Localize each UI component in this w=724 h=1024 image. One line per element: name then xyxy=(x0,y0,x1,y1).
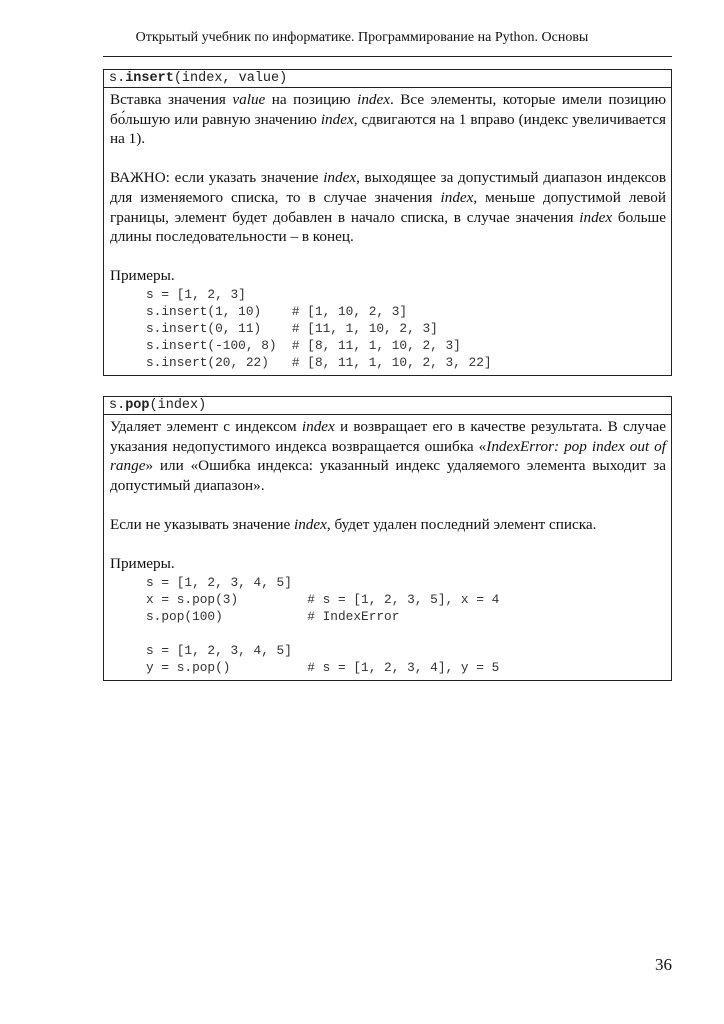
page-number: 36 xyxy=(655,955,672,974)
code-line: s.insert(20, 22) # [8, 11, 1, 10, 2, 3, 22] xyxy=(146,354,492,370)
text-run: Вставка значения xyxy=(110,91,233,108)
text-run: » или «Ошибка индекса: указанный индекс удаляемого элемента выходит за допустимый диапазон». xyxy=(110,457,666,494)
pop-examples-title: Примеры. xyxy=(110,555,175,573)
sig-method-name: insert xyxy=(125,71,174,86)
error-message: IndexError: pop index out of range xyxy=(110,437,666,475)
param-name: index xyxy=(440,188,474,206)
insert-description xyxy=(104,88,671,375)
text-run: , будет удален последний элемент списка. xyxy=(326,515,597,533)
param-name: index xyxy=(293,515,327,533)
text-run: , сдвигаются на 1 вправо (индекс увеличивается на 1). xyxy=(110,110,666,148)
code-line: s = [1, 2, 3, 4, 5] xyxy=(146,642,292,658)
text-run: , меньше допустимой левой границы, элемент будет добавлен в начало списка, в случае значения xyxy=(110,188,666,226)
running-header: Открытый учебник по информатике. Программирование на Python. Основы xyxy=(135,30,589,45)
pop-paragraph-1 xyxy=(110,417,666,495)
param-name: index xyxy=(320,110,354,128)
header-rule xyxy=(103,56,672,57)
text-run: больше длины последовательности – в конец. xyxy=(110,208,666,246)
text-run: ВАЖНО: если указать значение xyxy=(110,169,324,187)
text-run: и возвращает его в качестве результата. В случае указания недопустимого индекса возвращается ошибка « xyxy=(110,418,667,455)
pop-paragraph-2 xyxy=(110,515,666,535)
code-line: x = s.pop(3) # s = [1, 2, 3, 5], x = 4 xyxy=(146,591,500,607)
param-name: index xyxy=(323,169,357,187)
insert-examples-title: Примеры. xyxy=(110,267,175,285)
param-name: value xyxy=(232,91,266,108)
sig-arguments: (index, value) xyxy=(173,71,288,86)
sig-arguments: (index) xyxy=(149,398,207,413)
param-name: index xyxy=(579,208,613,226)
code-line: s.pop(100) # IndexError xyxy=(146,608,400,624)
code-line: s = [1, 2, 3, 4, 5] xyxy=(146,574,292,590)
insert-paragraph-1 xyxy=(110,90,666,149)
code-line: s.insert(1, 10) # [1, 10, 2, 3] xyxy=(146,303,408,319)
sig-object: s. xyxy=(109,398,126,413)
code-line: s.insert(-100, 8) # [8, 11, 1, 10, 2, 3] xyxy=(146,337,461,353)
param-name: index xyxy=(301,418,335,435)
sig-object: s. xyxy=(109,71,126,86)
code-line: s.insert(0, 11) # [11, 1, 10, 2, 3] xyxy=(146,320,438,336)
text-run: на позицию xyxy=(265,91,358,108)
code-line: s = [1, 2, 3] xyxy=(146,286,246,302)
text-run: . Все элементы, которые имели позицию бо́льшую или равную значению xyxy=(110,91,666,128)
param-name: index xyxy=(357,91,390,108)
insert-signature xyxy=(104,70,671,88)
text-run: Удаляет элемент с индексом xyxy=(110,418,302,435)
insert-paragraph-2 xyxy=(110,168,666,246)
code-line: y = s.pop() # s = [1, 2, 3, 4], y = 5 xyxy=(146,659,500,675)
pop-method-box xyxy=(103,396,672,681)
insert-code-example xyxy=(110,286,666,371)
pop-code-example xyxy=(110,574,666,676)
text-run: , выходящее за допустимый диапазон индексов для изменяемого списка, то в случае значения xyxy=(110,169,667,206)
insert-method-box xyxy=(103,69,672,376)
sig-method-name: pop xyxy=(125,398,150,413)
pop-description xyxy=(104,415,671,680)
code-blank-line xyxy=(146,625,666,642)
text-run: Если не указывать значение xyxy=(110,515,294,533)
pop-signature xyxy=(104,397,671,415)
